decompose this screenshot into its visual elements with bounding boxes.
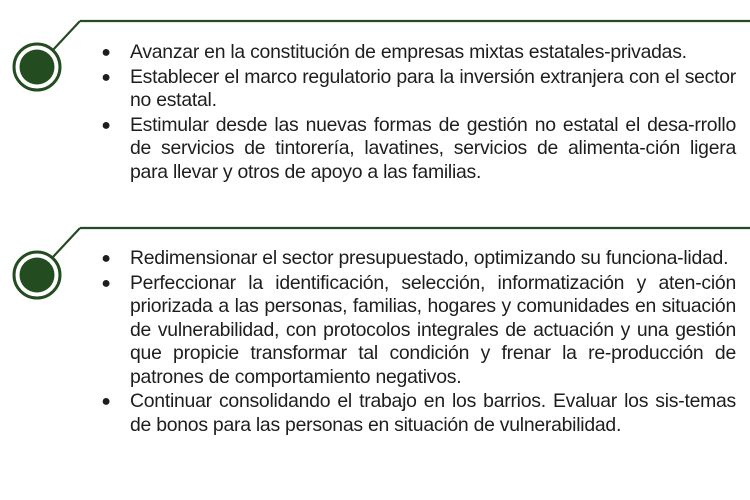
green-ring-dot-icon (14, 252, 60, 298)
list-item (96, 114, 736, 185)
bullet-dot-icon: ● (101, 250, 111, 267)
list-item-text: Avanzar en la constitución de empresas mixtas estatales-privadas. (130, 41, 687, 63)
list-item (96, 390, 736, 437)
list-item (96, 247, 736, 271)
bullet-list (96, 41, 736, 185)
list-item-text: Estimular desde las nuevas formas de gestión no estatal el desa-rrollo de servicios de tintorería, lavatines, servicios de alimenta-ción ligera para llevar y otros de apoyo a las familias. (130, 113, 736, 183)
bullet-dot-icon: ● (101, 68, 111, 86)
bullet-dot-icon: ● (101, 116, 111, 134)
list-item-text: Continuar consolidando el trabajo en los barrios. Evaluar los sis-temas de bonos para las personas en situación de vulnerabilidad. (130, 390, 736, 436)
section-2 (0, 220, 750, 500)
bullet-dot-icon: ● (101, 44, 111, 61)
header-diagonal (52, 228, 80, 258)
list-item-text: Perfeccionar la identificación, selección, informatización y aten-ción priorizada a las personas, familias, hogares y comunidades en situación de vulnerabilidad, con protocolos integrales de actuación y una gestión que propicie transformar tal condición y frenar la re-producción de patrones de comportamiento negativos. (130, 271, 736, 388)
list-item (96, 66, 736, 113)
bullet-dot-icon: ● (101, 393, 111, 410)
section-1 (0, 0, 750, 210)
list-item-text: Establecer el marco regulatorio para la inversión extranjera con el sector no estatal. (130, 65, 736, 111)
bullet-dot-icon: ● (101, 274, 111, 292)
bullet-list (96, 247, 736, 438)
header-diagonal (52, 21, 80, 51)
green-ring-dot-icon (14, 44, 60, 90)
list-item (96, 272, 736, 390)
list-item (96, 41, 736, 65)
list-item-text: Redimensionar el sector presupuestado, optimizando su funciona-lidad. (130, 247, 729, 269)
